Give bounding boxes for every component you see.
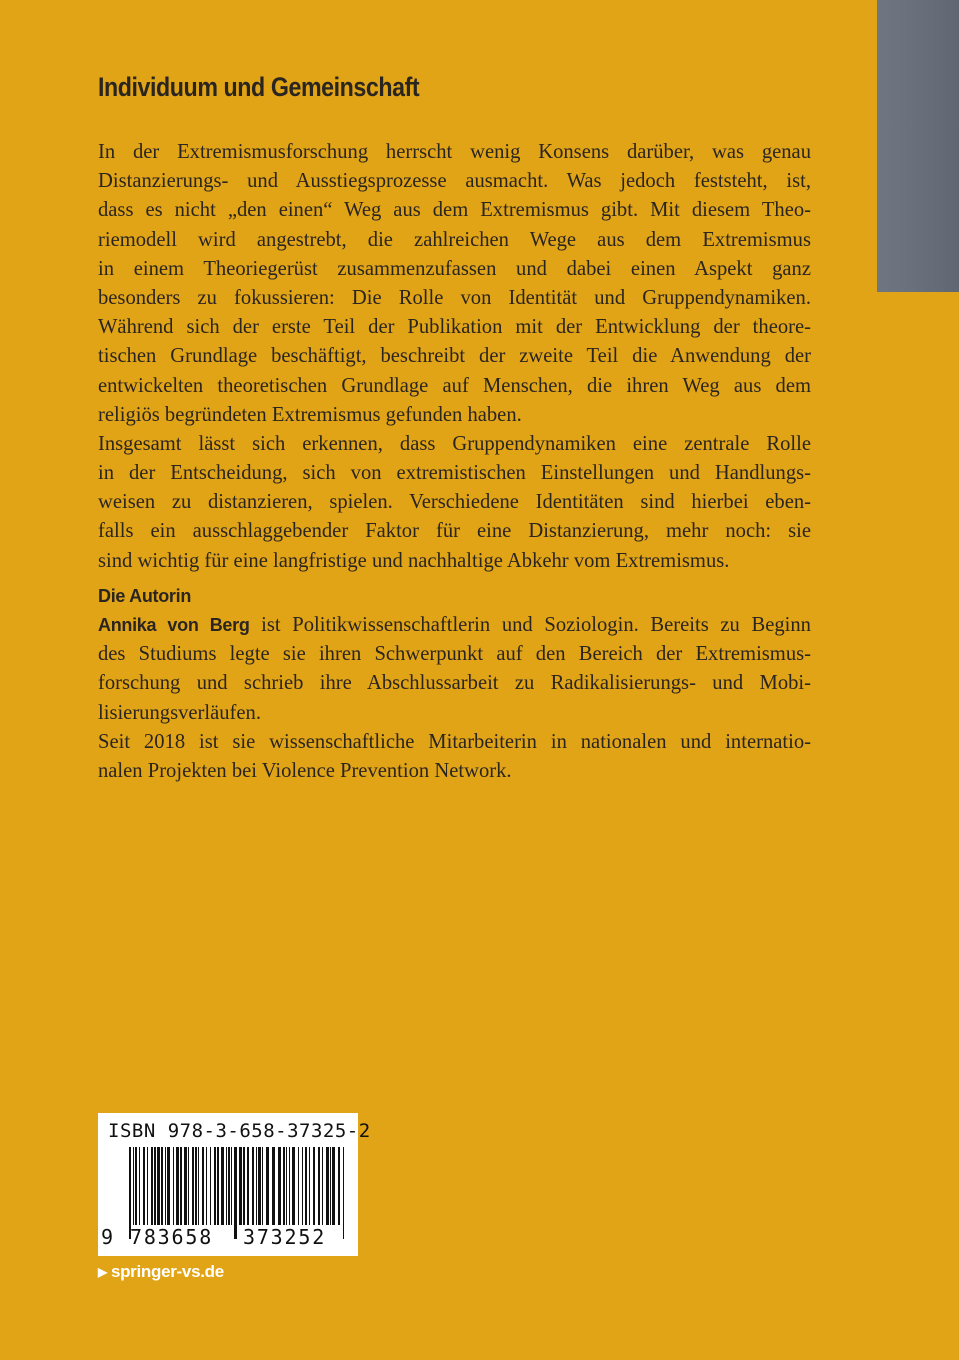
barcode-bar <box>143 1147 145 1225</box>
isbn-barcode <box>98 1113 371 1256</box>
barcode-bar <box>157 1147 160 1225</box>
barcode-bar <box>167 1147 170 1225</box>
blurb-text <box>98 138 811 576</box>
barcode-bar <box>272 1147 275 1225</box>
barcode-bar <box>198 1147 199 1225</box>
blurb-line: Distanzierungs- und Ausstiegsprozesse ausmacht. Was jedoch feststeht, ist, <box>98 170 811 193</box>
author-name: Annika von Berg <box>98 615 250 635</box>
barcode-bar <box>173 1147 174 1225</box>
barcode-bar <box>226 1147 227 1225</box>
blurb-line: sind wichtig für eine langfristige und nachhaltige Abkehr vom Extremismus. <box>98 549 730 572</box>
barcode-bar <box>239 1147 242 1225</box>
barcode-bar <box>286 1147 287 1225</box>
author-bio-line: lisierungsverläufen. <box>98 701 261 724</box>
barcode-bar <box>217 1147 219 1225</box>
ean-left-digits: 783658 <box>130 1225 214 1249</box>
author-bio-line <box>98 611 811 640</box>
barcode-bar <box>180 1147 182 1225</box>
barcode-bar <box>231 1147 232 1225</box>
barcode-bar <box>313 1147 315 1225</box>
barcode-bar <box>228 1147 230 1225</box>
barcode-bar <box>322 1147 323 1225</box>
barcode-bar <box>283 1147 285 1225</box>
blurb-line: entwickelten theoretischen Grundlage auf Menschen, die ihren Weg aus dem <box>98 374 811 397</box>
barcode-bar <box>151 1147 153 1225</box>
barcode-bar <box>305 1147 307 1225</box>
barcode-bar <box>133 1147 134 1225</box>
barcode-bar <box>195 1147 197 1225</box>
blurb-line: In der Extremismusforschung herrscht wenig Konsens darüber, was genau <box>98 141 811 163</box>
barcode-bar <box>161 1147 163 1225</box>
barcode-bar <box>165 1147 166 1225</box>
author-bio <box>98 611 811 786</box>
blurb-line: Während sich der erste Teil der Publikation mit der Entwicklung der theore- <box>98 316 811 339</box>
barcode-bar <box>243 1147 245 1225</box>
ean-first-digit: 9 <box>101 1225 114 1249</box>
blurb-line: riemodell wird angestrebt, die zahlreichen Wege aus dem Extremismus <box>98 228 811 251</box>
barcode-bar <box>184 1147 187 1225</box>
author-bio-line: forschung und schrieb ihre Abschlussarbeit zu Radikalisierungs- und Mobi- <box>98 672 811 695</box>
ean-right-digits: 373252 <box>243 1225 327 1249</box>
barcode-bar <box>176 1147 179 1225</box>
barcode-bar <box>278 1147 281 1225</box>
barcode-bar <box>309 1147 310 1225</box>
barcode-bar <box>332 1147 335 1225</box>
blurb-line: besonders zu fokussieren: Die Rolle von Identität und Gruppendynamiken. <box>98 286 811 309</box>
author-bio-line: Seit 2018 ist sie wissenschaftliche Mitarbeiterin in nationalen und internatio- <box>98 730 811 753</box>
author-bio-line: des Studiums legte sie ihren Schwerpunkt auf den Bereich der Extremismus- <box>98 643 811 666</box>
barcode-bar <box>210 1147 211 1225</box>
publisher-link[interactable] <box>98 1262 224 1282</box>
barcode-bar <box>256 1147 257 1225</box>
blurb-line: falls ein ausschlaggebender Faktor für eine Distanzierung, mehr noch: sie <box>98 520 811 543</box>
author-bio-line-text: ist Politikwissenschaftlerin und Soziologin. Bereits zu Beginn <box>249 614 811 636</box>
publisher-link-text: springer-vs.de <box>110 1262 224 1281</box>
barcode-bar <box>252 1147 254 1225</box>
barcode-bar <box>330 1147 331 1225</box>
barcode-bar <box>188 1147 189 1225</box>
barcode-bar <box>292 1147 295 1225</box>
barcode-bar <box>247 1147 249 1225</box>
page-title: Individuum und Gemeinschaft <box>98 72 420 102</box>
barcode-bar <box>221 1147 224 1225</box>
blurb-line: tischen Grundlage beschäftigt, beschreibt der zweite Teil die Anwendung der <box>98 345 811 368</box>
barcode-bar <box>202 1147 204 1225</box>
blurb-line: dass es nicht „den einen“ Weg aus dem Extremismus gibt. Mit diesem Theo- <box>98 199 811 222</box>
barcode-bar <box>214 1147 216 1225</box>
barcode-bar <box>266 1147 269 1225</box>
barcode-bar <box>302 1147 303 1225</box>
barcode-bar <box>258 1147 261 1225</box>
barcode-bar <box>262 1147 263 1225</box>
barcode-bar <box>326 1147 329 1225</box>
barcode-bar <box>147 1147 148 1225</box>
barcode-bar <box>318 1147 320 1225</box>
barcode-bar <box>154 1147 156 1225</box>
barcode-bar <box>338 1147 340 1225</box>
author-bio-line: nalen Projekten bei Violence Prevention Network. <box>98 759 512 782</box>
barcode-bar <box>192 1147 194 1225</box>
triangle-right-icon: ▶ <box>98 1265 107 1279</box>
blurb-line: weisen zu distanzieren, spielen. Verschiedene Identitäten sind hierbei eben- <box>98 491 811 514</box>
isbn-label: ISBN 978-3-658-37325-2 <box>108 1120 371 1142</box>
blurb-line: Insgesamt lässt sich erkennen, dass Gruppendynamiken eine zentrale Rolle <box>98 432 811 455</box>
blurb-line: religiös begründeten Extremismus gefunden haben. <box>98 403 522 426</box>
barcode-bar <box>298 1147 299 1225</box>
barcode-bar <box>289 1147 290 1225</box>
blurb-line: in einem Theoriegerüst zusammenzufassen und dabei einen Aspekt ganz <box>98 257 811 280</box>
author-section-title: Die Autorin <box>98 586 192 606</box>
barcode-bar <box>206 1147 207 1225</box>
barcode-bar <box>135 1147 137 1225</box>
barcode-bar <box>139 1147 140 1225</box>
blurb-line: in der Entscheidung, sich von extremistischen Einstellungen und Handlungs- <box>98 462 811 485</box>
spine-color-tab <box>877 0 959 292</box>
